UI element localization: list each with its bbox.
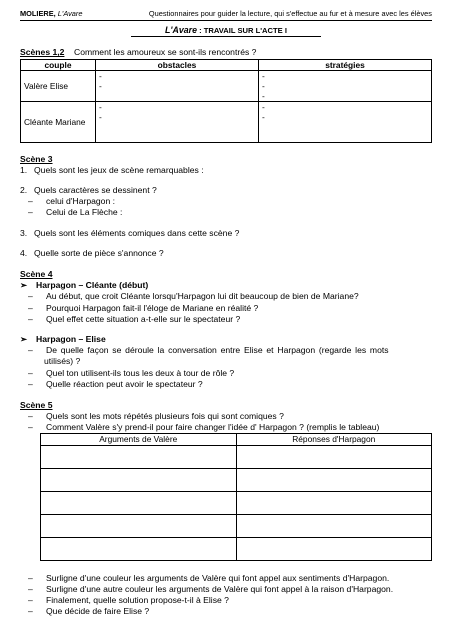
arguments-table — [40, 433, 432, 560]
couples-table — [20, 59, 432, 143]
document-page — [20, 10, 432, 617]
s3-q1: 1. Quels sont les jeux de scène remarquables : — [20, 164, 204, 175]
list-item: – Quel effet cette situation a-t-elle sur le spectateur ? — [28, 313, 241, 324]
col-arguments: Arguments de Valère — [41, 434, 237, 445]
col-obstacles: obstacles — [96, 59, 259, 70]
s4-part2-title: ➢ Harpagon – Elise — [20, 333, 106, 344]
obstacles-cell: - - — [96, 101, 259, 142]
list-item: – Au début, que croit Cléante lorsqu'Harpagon lui dit beaucoup de bien de Mariane? — [28, 291, 359, 302]
table-row — [21, 101, 432, 142]
s3-q2-a: – celui d'Harpagon : — [28, 196, 116, 207]
s12-question: Comment les amoureux se sont-ils rencontrés ? — [74, 47, 257, 58]
table-row — [41, 491, 432, 514]
list-item: – Surligne d'une couleur les arguments de Valère qui font appel aux sentiments d'Harpagon. — [28, 572, 390, 583]
table-row — [41, 514, 432, 537]
header-left: MOLIERE, L'Avare — [20, 9, 83, 18]
table-row — [41, 445, 432, 468]
list-item: – Que décide de faire Elise ? — [28, 606, 150, 617]
couple-cell: Valère Elise — [21, 70, 96, 101]
col-couple: couple — [21, 59, 96, 70]
list-item: – Pourquoi Harpagon fait-il l'éloge de Mariane en réalité ? — [28, 302, 259, 313]
s4-part1-title: ➢ Harpagon – Cléante (début) — [20, 280, 149, 291]
strategies-cell: - - - — [259, 70, 432, 101]
s3-q3: 3. Quels sont les éléments comiques dans cette scène ? — [20, 227, 240, 238]
s3-q2-b: – Celui de La Flèche : — [28, 207, 123, 218]
s5-heading: Scène 5 — [20, 399, 53, 410]
list-item: – Quel ton utilisent-ils tous les deux à tour de rôle ? — [28, 367, 235, 378]
s3-q2: 2. Quels caractères se dessinent ? — [20, 185, 157, 196]
table-row — [41, 537, 432, 560]
list-item: – Quels sont les mots répétés plusieurs fois qui sont comiques ? — [28, 411, 284, 422]
table-row — [41, 468, 432, 491]
arrow-bullet-icon: ➢ — [20, 333, 28, 344]
table-row — [21, 70, 432, 101]
header-right: Questionnaires pour guider la lecture, qui s'effectue au fur et à mesure avec les élèves — [148, 9, 432, 18]
s3-q4: 4. Quelle sorte de pièce s'annonce ? — [20, 247, 164, 258]
page-header — [20, 10, 432, 21]
s4-heading: Scène 4 — [20, 269, 53, 279]
s12-question-line — [20, 47, 432, 58]
list-item: – Surligne d'une autre couleur les arguments de Valère qui font appel à la raison d'Harpagon. — [28, 583, 394, 594]
strategies-cell: - - — [259, 101, 432, 142]
document-title: L'Avare : TRAVAIL SUR L'ACTE I — [131, 25, 321, 38]
obstacles-cell: - - — [96, 70, 259, 101]
list-item: – Quelle réaction peut avoir le spectateur ? — [28, 378, 203, 389]
s3-heading: Scène 3 — [20, 153, 53, 164]
list-item: – Finalement, quelle solution propose-t-il à Elise ? — [28, 594, 229, 605]
list-item: – De quelle façon se déroule la conversation entre Elise et Harpagon (regarde les mots — [28, 345, 389, 356]
col-strategies: stratégies — [259, 59, 432, 70]
col-responses: Réponses d'Harpagon — [236, 434, 432, 445]
s12-heading: Scènes 1,2 — [20, 47, 65, 58]
arrow-bullet-icon: ➢ — [20, 280, 28, 291]
list-item: – Comment Valère s'y prend-il pour faire changer l'idée d' Harpagon ? (remplis le tableau) — [28, 422, 380, 433]
couple-cell: Cléante Mariane — [21, 101, 96, 142]
list-item-continuation: utilisés) ? — [44, 356, 81, 367]
